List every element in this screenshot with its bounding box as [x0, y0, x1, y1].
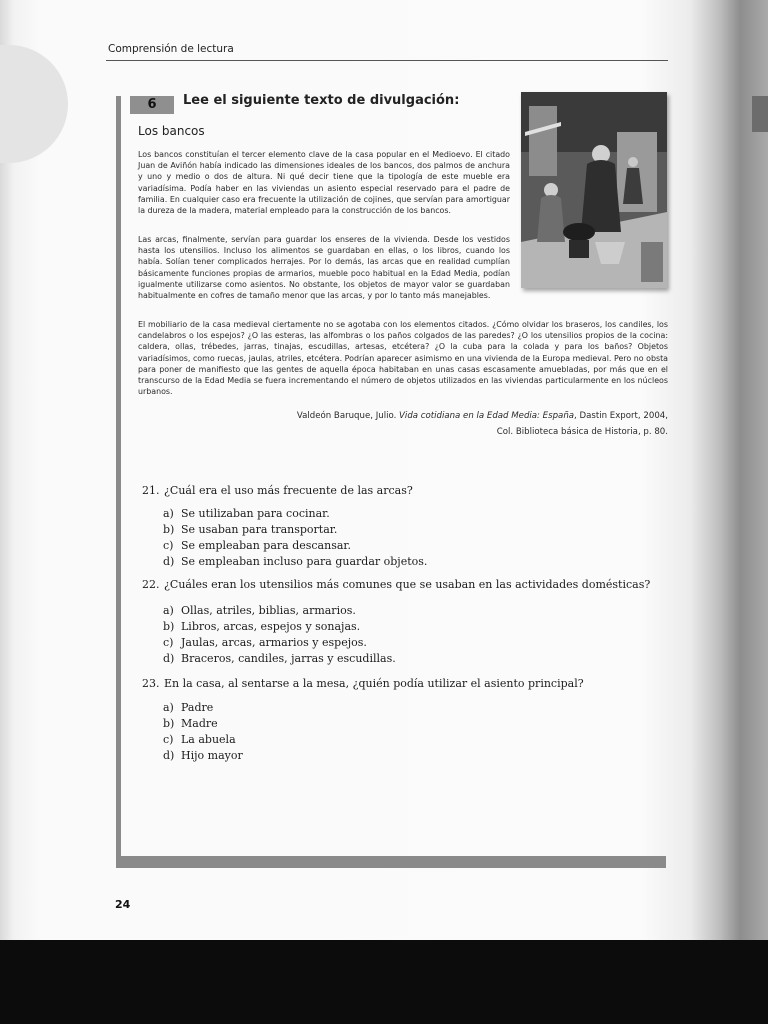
- article-paragraph-3: El mobiliario de la casa medieval ciertamente no se agotaba con los elementos citados. ¿Cómo olvidar los braseros, los candiles, los candelabros o los espejos? ¿O las esteras, las alfombras o los paños colgados de las paredes? ¿O los utensilios propios de la cocina: caldera, ollas, trébedes, jarras, tinajas, escudillas, artesas, etcétera? ¿O la cuba para la colada y para los baños? Objetos variadísimos, como ruecas, jaulas, atriles, etcétera. Podrían aparecer asimismo en una vivienda de la Europa medieval. Pero no obsta para poner de manifiesto que las gentes de aquella época habitaban en unas casas escasamente amuebladas, por más que en el transcurso de la Edad Media se fuera incrementando el número de objetos utilizados en las viviendas particularmente en los núcleos urbanos.: [138, 320, 668, 397]
- option-letter: a): [163, 701, 174, 714]
- option-letter: b): [163, 717, 175, 730]
- illustration-drawing: [521, 92, 667, 288]
- page-edge-tab: [0, 45, 68, 163]
- question-number: 22.: [142, 578, 160, 591]
- article-paragraph-1: Los bancos constituían el tercer elemento clave de la casa popular en el Medioevo. El citado Juan de Aviñón había indicado las dimensiones ideales de los bancos, dos palmos de anchura y uno y medio o dos de altura. Ni qué decir tiene que la tipología de este mueble era variadísima. Podía haber en las viviendas un asiento especial reservado para el padre de familia. En cualquier caso era frecuente la utilización de cojines, que servían para amortiguar la dureza de la madera, material empleado para la construcción de los bancos.: [138, 150, 510, 216]
- option-text: Braceros, candiles, jarras y escudillas.: [181, 652, 396, 665]
- option-letter: d): [163, 749, 175, 762]
- option-text: Se usaban para transportar.: [181, 523, 338, 536]
- option-text: Hijo mayor: [181, 749, 243, 762]
- activity-number-badge: 6: [130, 96, 174, 114]
- option-letter: a): [163, 604, 174, 617]
- source-book-title: Vida cotidiana en la Edad Media: España: [399, 411, 575, 421]
- question-21: [142, 484, 413, 497]
- question-number: 21.: [142, 484, 160, 497]
- q22-option-a[interactable]: [163, 604, 356, 617]
- source-publisher: , Dastin Export, 2004,: [574, 411, 668, 421]
- question-text: ¿Cuál era el uso más frecuente de las arcas?: [164, 484, 413, 497]
- option-text: Jaulas, arcas, armarios y espejos.: [181, 636, 367, 649]
- option-text: Se utilizaban para cocinar.: [181, 507, 330, 520]
- option-text: La abuela: [181, 733, 236, 746]
- option-text: Se empleaban incluso para guardar objetos.: [181, 555, 428, 568]
- option-letter: d): [163, 555, 175, 568]
- option-text: Libros, arcas, espejos y sonajas.: [181, 620, 361, 633]
- option-letter: b): [163, 620, 175, 633]
- medieval-kitchen-illustration: [521, 92, 667, 288]
- option-letter: d): [163, 652, 175, 665]
- option-letter: c): [163, 636, 174, 649]
- q23-option-b[interactable]: [163, 717, 218, 730]
- option-letter: b): [163, 523, 175, 536]
- q21-option-d[interactable]: [163, 555, 427, 568]
- source-citation-line-1: [297, 411, 668, 421]
- q23-option-d[interactable]: [163, 749, 243, 762]
- source-author: Valdeón Baruque, Julio.: [296, 411, 400, 421]
- page-number: 24: [115, 898, 131, 911]
- article-title: Los bancos: [138, 124, 205, 138]
- activity-instruction: Lee el siguiente texto de divulgación:: [183, 93, 460, 108]
- option-letter: c): [163, 733, 174, 746]
- question-text: ¿Cuáles eran los utensilios más comunes que se usaban en las actividades domésticas?: [164, 578, 651, 591]
- option-text: Ollas, atriles, biblias, armarios.: [181, 604, 356, 617]
- option-letter: c): [163, 539, 174, 552]
- option-text: Madre: [181, 717, 218, 730]
- header-rule: [106, 60, 668, 61]
- question-23: [142, 677, 584, 690]
- q22-option-d[interactable]: [163, 652, 396, 665]
- source-citation-line-2: Col. Biblioteca básica de Historia, p. 80.: [496, 427, 668, 437]
- q21-option-c[interactable]: [163, 539, 351, 552]
- question-text: En la casa, al sentarse a la mesa, ¿quién podía utilizar el asiento principal?: [164, 677, 584, 690]
- q21-option-a[interactable]: [163, 507, 330, 520]
- q23-option-c[interactable]: [163, 733, 236, 746]
- facing-page-tab: [752, 96, 768, 132]
- article-paragraph-2: Las arcas, finalmente, servían para guardar los enseres de la vivienda. Desde los vestidos hasta los utensilios. Incluso los alimentos se guardaban en ellas, o los libros, cuando los había. Solían tener complicados herrajes. Por lo demás, las arcas que en realidad cumplían básicamente funciones propias de armarios, mueble poco habitual en la Edad Media, podían igualmente utilizarse como asientos. No obstante, los objetos de mayor valor se guardaban habitualmente en cofres de tamaño menor que las arcas, y por lo tanto más manejables.: [138, 235, 510, 301]
- option-text: Se empleaban para descansar.: [181, 539, 351, 552]
- q23-option-a[interactable]: [163, 701, 213, 714]
- q21-option-b[interactable]: [163, 523, 337, 536]
- q22-option-c[interactable]: [163, 636, 367, 649]
- option-letter: a): [163, 507, 174, 520]
- running-header: Comprensión de lectura: [108, 43, 234, 55]
- question-number: 23.: [142, 677, 160, 690]
- q22-option-b[interactable]: [163, 620, 360, 633]
- question-22: [142, 578, 650, 591]
- option-text: Padre: [181, 701, 214, 714]
